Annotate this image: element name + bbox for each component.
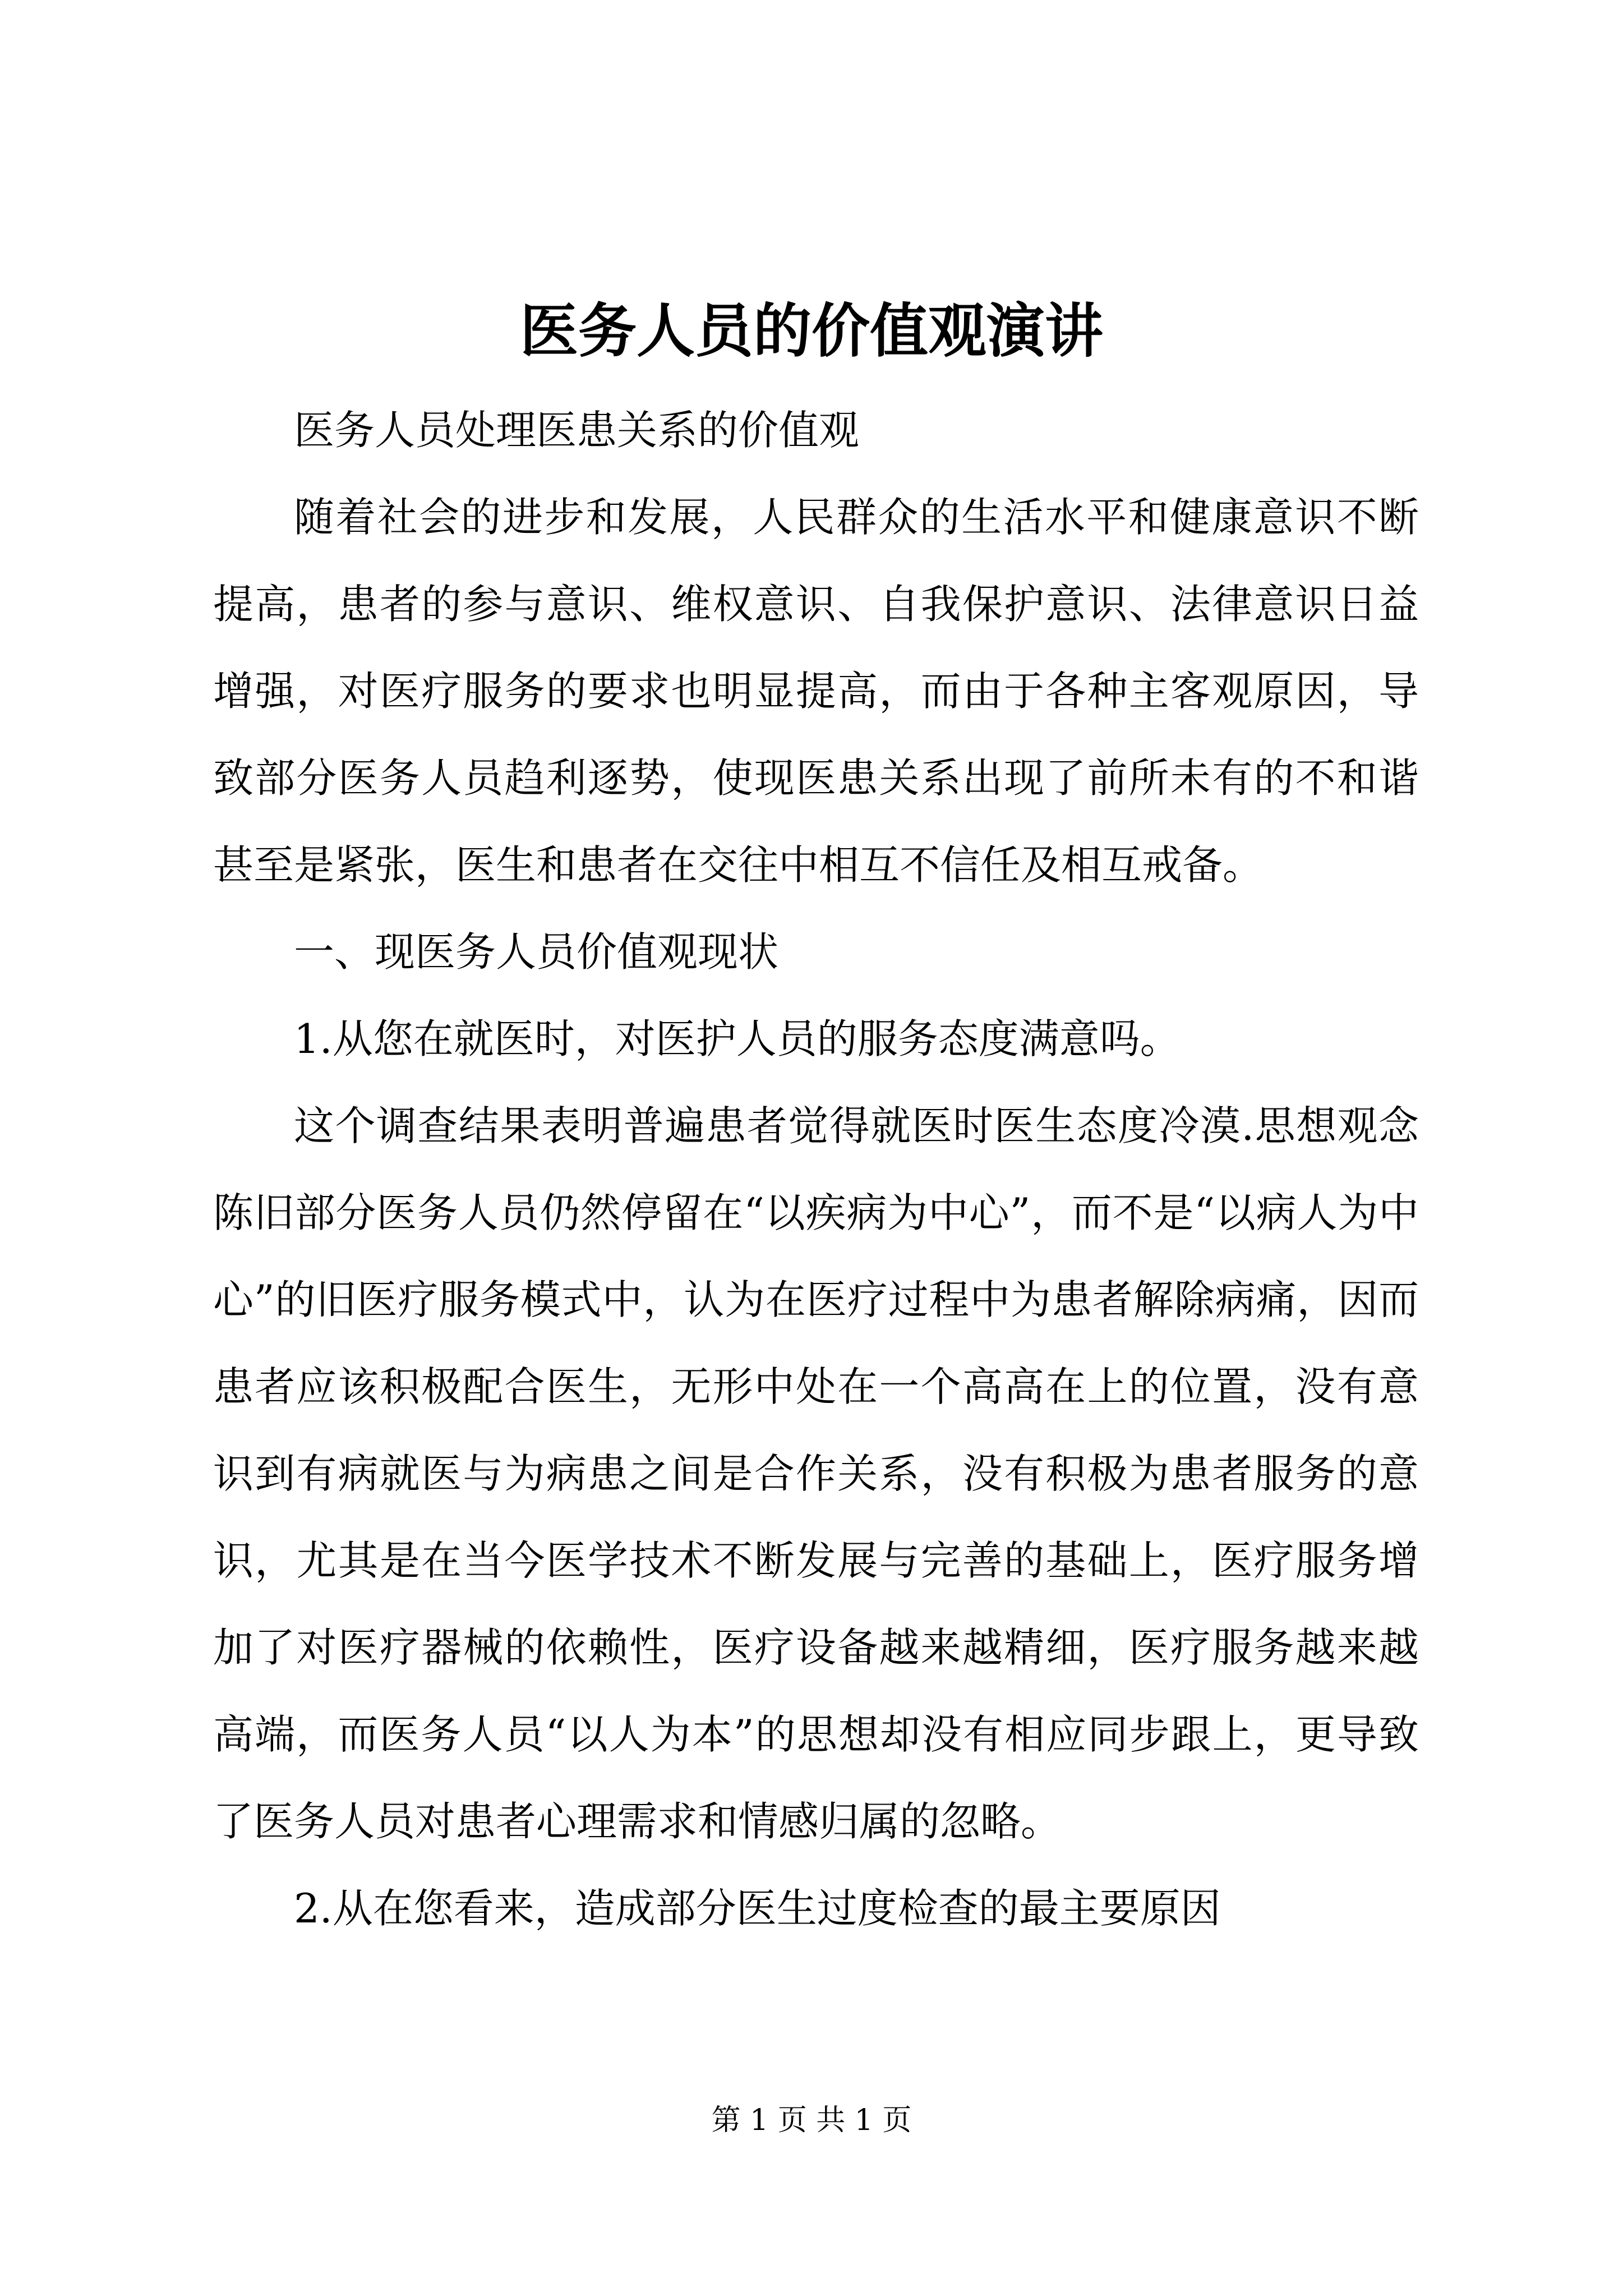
document-title: 医务人员的价值观演讲 (519, 296, 1103, 365)
paragraph-analysis: 这个调查结果表明普遍患者觉得就医时医生态度冷漠.思想观念陈旧部分医务人员仍然停留在“以疾病为中心”，而不是“以病人为中心”的旧医疗服务模式中，认为在医疗过程中为患者解除病痛，因而患者应该积极配合医生，无形中处在一个高高在上的位置，没有意识到有病就医与为病患之间是合作关系，没有积极为患者服务的意识，尤其是在当今医学技术不断发展与完善的基础上，医疗服务增加了对医疗器械的依赖性，医疗设备越来越精细，医疗服务越来越高端，而医务人员“以人为本”的思想却没有相应同步跟上，更导致了医务人员对患者心理需求和情感归属的忽略。 (213, 1102, 1419, 1845)
page-footer: 第 1 页 共 1 页 (711, 2104, 912, 2137)
document-body (213, 387, 1419, 1952)
paragraph-subtitle: 医务人员处理医患关系的价值观 (294, 407, 860, 454)
paragraph-intro: 随着社会的进步和发展，人民群众的生活水平和健康意识不断提高，患者的参与意识、维权意识、自我保护意识、法律意识日益增强，对医疗服务的要求也明显提高，而由于各种主客观原因，导致部分医务人员趋利逐势，使现医患关系出现了前所未有的不和谐甚至是紧张，医生和患者在交往中相互不信任及相互戒备。 (213, 494, 1419, 889)
question-1: 1.从您在就医时，对医护人员的服务态度满意吗。 (294, 1015, 1181, 1062)
section-heading-1: 一、现医务人员价值观现状 (294, 928, 779, 976)
question-2: 2.从在您看来，造成部分医生过度检查的最主要原因 (294, 1885, 1221, 1932)
